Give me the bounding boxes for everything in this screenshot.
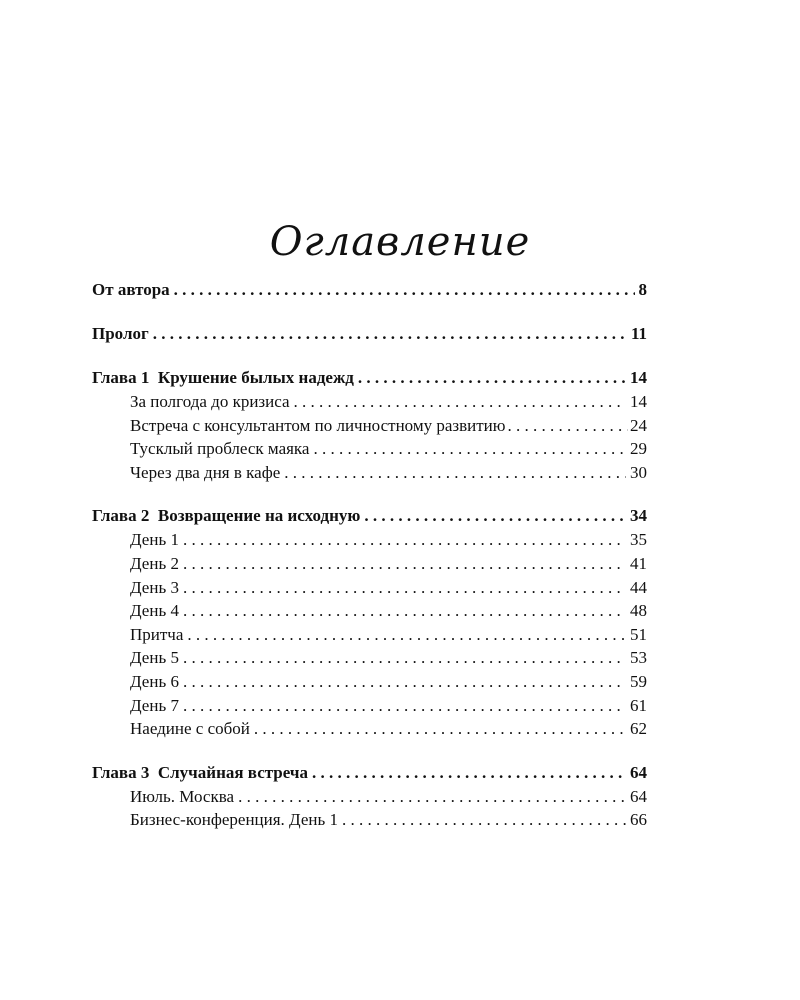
toc-entry-page: 48 — [630, 601, 647, 621]
toc-entry-label: Бизнес-конференция. День 1 — [130, 810, 339, 830]
toc-entry-label: День 6 — [130, 671, 179, 691]
toc-entry-label: Глава 1 Крушение былых надежд — [92, 368, 354, 387]
toc-entry-subsection[interactable] — [92, 601, 647, 625]
toc-entry-label: День 7 — [130, 695, 179, 715]
toc-entry-subsection[interactable] — [92, 648, 647, 672]
dot-leader — [183, 696, 626, 716]
toc-entry-label: Пролог — [92, 324, 149, 343]
toc-entry-page: 41 — [630, 553, 647, 573]
toc-group-chapter-3 — [92, 763, 647, 834]
toc-entry-subsection[interactable] — [92, 554, 647, 578]
toc-entry-label: Глава 2 Возвращение на исходную — [92, 506, 361, 526]
dot-leader — [313, 439, 626, 459]
dot-leader — [187, 625, 626, 645]
toc-entry-label: Через два дня в кафе — [130, 462, 281, 482]
dot-leader — [183, 530, 626, 550]
toc-entry-page: 51 — [630, 624, 647, 644]
toc-entry-label: День 3 — [130, 577, 179, 597]
toc-entry-subsection[interactable] — [92, 625, 647, 649]
toc-entry-subsection[interactable] — [92, 719, 647, 743]
toc-entry-label: День 2 — [130, 553, 179, 573]
toc-entry-label: День 1 — [130, 530, 179, 550]
toc-entry-page: 24 — [630, 415, 647, 435]
toc-entry-prologue[interactable] — [92, 324, 647, 348]
dot-leader — [507, 416, 628, 436]
toc-entry-label: Встреча с консультантом по личностному развитию — [130, 415, 506, 435]
toc-entry-page: 53 — [630, 648, 647, 668]
toc-entry-page: 62 — [630, 719, 647, 739]
toc-entry-label: Притча — [130, 624, 184, 644]
toc-entry-subsection[interactable] — [92, 530, 647, 554]
dot-leader — [294, 392, 626, 412]
toc-entry-label: Глава 3 Случайная встреча — [92, 762, 308, 782]
dot-leader — [183, 648, 626, 668]
toc-entry-label: Наедине с собой — [130, 719, 250, 739]
dot-leader — [284, 463, 626, 483]
toc-entry-subsection[interactable] — [92, 696, 647, 720]
dot-leader — [342, 810, 626, 830]
table-of-contents — [92, 280, 647, 854]
toc-entry-subsection[interactable] — [92, 463, 647, 487]
toc-entry-label: Тусклый проблеск маяка — [130, 439, 310, 459]
toc-entry-label: За полгода до кризиса — [130, 392, 290, 411]
dot-leader — [312, 763, 626, 783]
dot-leader — [183, 672, 626, 692]
toc-entry-label: День 5 — [130, 648, 179, 668]
toc-entry-page: 30 — [630, 462, 647, 482]
toc-entry-page: 66 — [630, 810, 647, 830]
toc-entry-page: 8 — [638, 280, 647, 299]
toc-entry-subsection[interactable] — [92, 672, 647, 696]
toc-entry-label: От автора — [92, 280, 170, 299]
toc-entry-page: 59 — [630, 671, 647, 691]
toc-entry-page: 34 — [630, 506, 647, 526]
toc-entry-page: 14 — [630, 392, 647, 411]
toc-entry-page: 35 — [630, 530, 647, 550]
dot-leader — [183, 578, 626, 598]
toc-entry-author[interactable] — [92, 280, 647, 304]
dot-leader — [183, 601, 626, 621]
toc-group-author — [92, 280, 647, 304]
toc-group-prologue — [92, 324, 647, 348]
toc-entry-page: 44 — [630, 577, 647, 597]
dot-leader — [153, 324, 627, 344]
page-title: Оглавление — [269, 218, 531, 265]
toc-entry-page: 61 — [630, 695, 647, 715]
dot-leader — [174, 280, 635, 300]
toc-entry-subsection[interactable] — [92, 810, 647, 834]
toc-entry-page: 64 — [630, 786, 647, 806]
toc-entry-subsection[interactable] — [92, 439, 647, 463]
toc-entry-page: 11 — [630, 324, 647, 343]
toc-entry-subsection[interactable] — [92, 392, 647, 416]
toc-entry-subsection[interactable] — [92, 787, 647, 811]
toc-entry-subsection[interactable] — [92, 578, 647, 602]
toc-entry-chapter-3[interactable] — [92, 763, 647, 787]
toc-entry-page: 64 — [630, 762, 647, 782]
dot-leader — [358, 368, 626, 388]
toc-entry-page: 14 — [630, 368, 647, 387]
dot-leader — [183, 554, 626, 574]
toc-entry-subsection[interactable] — [92, 416, 647, 440]
toc-entry-chapter-1[interactable] — [92, 368, 647, 392]
toc-group-chapter-1 — [92, 368, 647, 486]
toc-entry-label: Июль. Москва — [130, 786, 235, 806]
toc-entry-chapter-2[interactable] — [92, 506, 647, 530]
dot-leader — [238, 787, 626, 807]
dot-leader — [364, 506, 626, 526]
toc-entry-page: 29 — [630, 439, 647, 459]
dot-leader — [254, 719, 626, 739]
toc-entry-label: День 4 — [130, 601, 179, 621]
toc-group-chapter-2 — [92, 506, 647, 742]
